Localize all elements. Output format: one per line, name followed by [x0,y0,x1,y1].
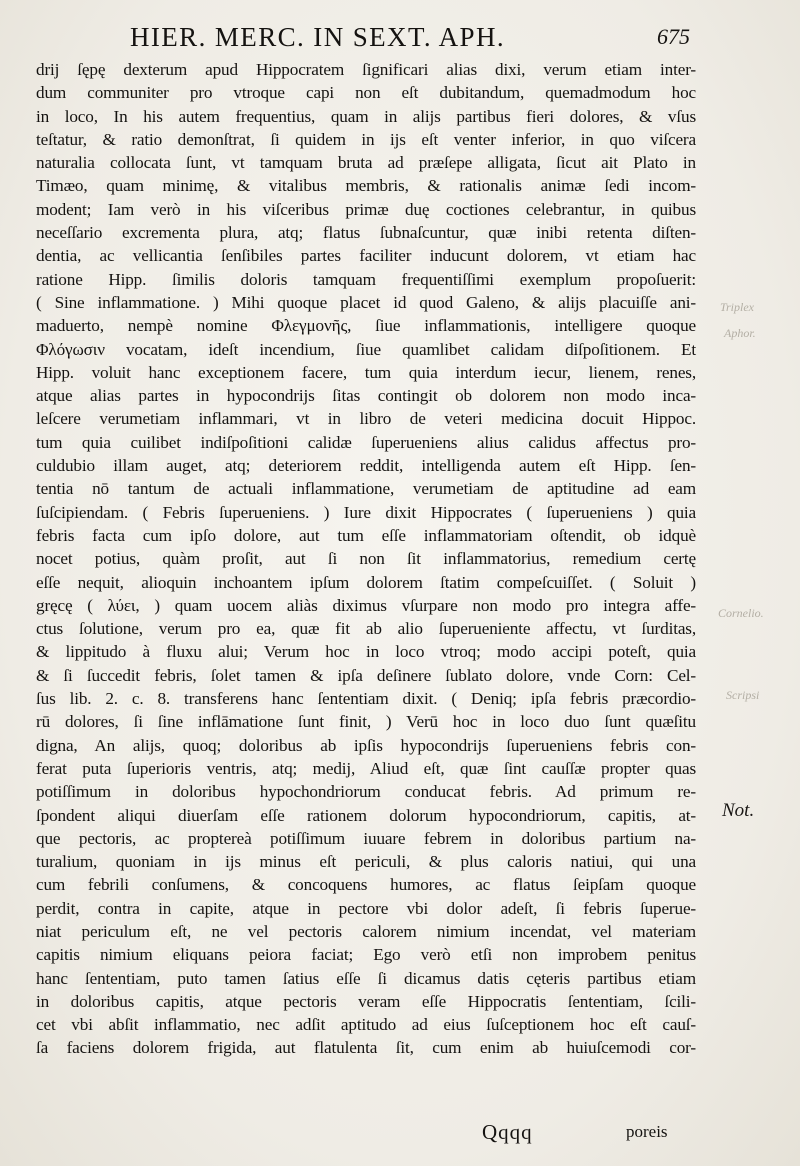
text-line: Φλόγωσιν vocatam, ideſt incendium, ſiue quamlibet calidam diſpoſitionem. Et [36,339,696,359]
text-line: cet vbi abſit inflammatio, nec adſit aptitudo ad eius ſuſceptionem hoc eſt cauſ- [36,1015,696,1035]
margin-note-faint: Triplex [720,300,755,314]
text-line: cum febrili conſumens, & concoquens humores, ac flatus ſeipſam quoque [36,875,696,895]
page-number: 675 [657,24,690,49]
text-line: ſpondent aliqui diuerſam eſſe rationem dolorum hypocondriorum, capitis, at- [36,805,696,825]
text-line: capitis nimium eliquans peiora faciat; Ego verò etſi non improbem penitus [36,945,696,965]
text-line: febris facta cum ipſo dolore, aut tum eſſe inflammatoriam oſtendit, ob idquè [36,525,696,545]
text-line: ſus lib. 2. c. 8. transferens hanc ſententiam dixit. ( Deniq; ipſa febris præcordio- [36,689,696,709]
text-line: leſcere verumetiam inflammari, vt in libro de veteri medicina docuit Hippoc. [36,409,696,429]
text-line: rū dolores, ſi ſine inflāmatione ſunt finit, ) Verū hoc in loco duo ſunt quæſitu [36,712,696,732]
text-line: Timæo, quam minimę, & vitalibus membris, & rationalis animæ ſedi incom- [36,176,696,196]
text-line: maduerto, nempè nomine Φλεγμονῆς, ſiue inflammationis, intelligere quoque [36,316,696,336]
text-line: in loco, In his autem frequentius, quam in alijs partibus fieri dolores, & vſus [36,106,696,126]
page-header [130,22,690,58]
text-line: neceſſario excrementa plura, atq; flatus ſubnaſcuntur, quæ inibi retenta diſten- [36,223,696,243]
margin-note-faint: Cornelio. [718,606,764,620]
text-line: drij ſępę dexterum apud Hippocratem ſignificari alias dixi, verum etiam inter- [36,60,696,79]
text-line: & ſi ſuccedit febris, ſolet tamen & ipſa deſinere ſublato dolore, vnde Corn: Cel- [36,665,696,685]
text-line: ( Sine inflammatione. ) Mihi quoque placet id quod Galeno, & alijs placuiſſe ani- [36,292,696,312]
catchword: poreis [626,1122,668,1141]
text-line: tentia nō tantum de actuali inflammatione, verumetiam de aptitudine ad eam [36,479,696,499]
text-line: ſuſcipiendam. ( Febris ſuperueniens. ) Iure dixit Hippocrates ( ſuperueniens ) quia [36,502,696,522]
text-line: ratione Hipp. ſimilis doloris tamquam frequentiſſimi exemplum propoſuerit: [36,269,696,289]
text-line: ferat puta ſuperioris ventris, atq; medij, Aliud eſt, quæ ſint cauſſæ propter quas [36,758,696,778]
text-line: naturalia collocata ſunt, vt tamquam bruta ad præſepe alligata, ſicut ait Plato in [36,153,696,173]
margin-note-faint: Aphor. [724,326,756,340]
text-line: dentia, ac vellicantia ſenſibiles partes faciliter inducunt dolorem, vt etiam hac [36,246,696,266]
text-line: culdubio illam auget, atq; deteriorem reddit, intelligenda autem eſt Hipp. ſen- [36,456,696,476]
text-line: ſa faciens dolorem frigida, aut flatulenta ſit, cum enim ab huiuſcemodi cor- [36,1038,696,1058]
text-line: teſtatur, & ratio demonſtrat, ſi quidem in ijs eſt venter inferior, in quo viſcera [36,129,696,149]
text-line: in doloribus capitis, atque pectoris veram eſſe Hippocratis ſententiam, ſcili- [36,991,696,1011]
text-line: gręcę ( λύει, ) quam uocem aliàs diximus vſurpare non modo pro integra affe- [36,595,696,615]
text-line: eſſe nequit, alioquin inchoantem ipſum dolorem ſtatim compeſcuiſſet. ( Soluit ) [36,572,696,592]
text-line: atque alias partes in hypocondrijs ſitas contingit ob dolorem non modo inca- [36,386,696,406]
body-text [36,58,696,1060]
text-line: ctus ſolutione, verum pro ea, quæ fit ab alio ſuperueniente affectu, vt ſurditas, [36,619,696,639]
page-footer [0,1120,800,1150]
text-line: hanc ſententiam, puto tamen ſatius eſſe ſi dicamus datis cęteris partibus etiam [36,968,696,988]
running-head: HIER. MERC. IN SEXT. APH. [130,22,506,52]
text-line: dum communiter pro vtroque capi non eſt dubitandum, quemadmodum hoc [36,83,696,103]
text-line: que pectoris, ac proptereà potiſſimum iuuare febrem in doloribus partium na- [36,828,696,848]
text-line: turalium, quoniam in ijs minus eſt periculi, & plus caloris natiui, qui una [36,852,696,872]
text-line: Hipp. voluit hanc exceptionem facere, tum quia interdum iecur, lienem, renes, [36,362,696,382]
text-line: nocet potius, quàm proſit, aut ſi non ſit inflammatorius, remedium certę [36,549,696,569]
margin-note: Not. [722,800,755,821]
text-line: modent; Iam verò in his viſceribus primæ duę coctiones celebrantur, in quibus [36,199,696,219]
text-line: niat periculum eſt, ne vel pectoris calorem nimium incendat, vel materiam [36,921,696,941]
text-line: perdit, contra in capite, atque in pectore vbi dolor adeſt, ſi febris ſuperue- [36,898,696,918]
margin-note-faint: Scripsi [726,688,760,702]
text-line: tum quia cuilibet indiſpoſitioni calidæ ſuperueniens alius calidus affectus pro- [36,432,696,452]
text-line: digna, An alijs, quoq; doloribus ab ipſis hypocondrijs ſuperueniens febris con- [36,735,696,755]
signature-mark: Qqqq [482,1120,533,1144]
text-line: potiſſimum in doloribus hypochondriorum conducat febris. Ad primum re- [36,782,696,802]
text-line: & lippitudo à fluxu alui; Verum hoc in loco vtroq; modo accipi poteſt, quia [36,642,696,662]
